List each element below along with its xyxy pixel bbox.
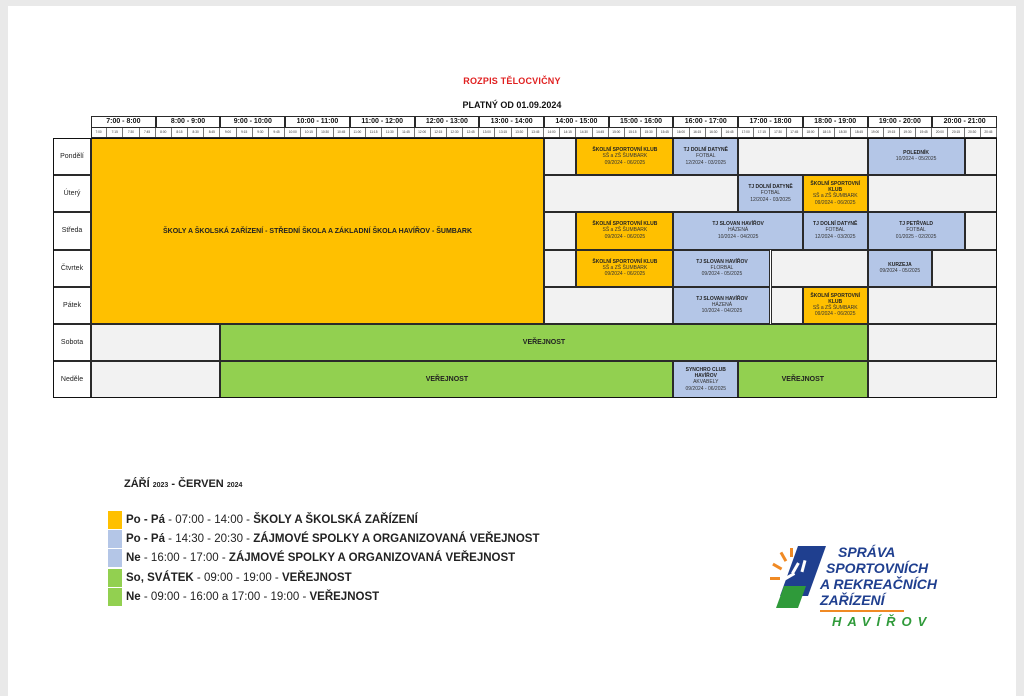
quarter-header: 17:15 (754, 128, 770, 137)
block-name: VEŘEJNOST (781, 376, 825, 384)
day-label: Úterý (53, 175, 91, 212)
quarter-header: 9:15 (237, 128, 253, 137)
quarter-header: 12:15 (431, 128, 447, 137)
quarter-header: 17:45 (787, 128, 803, 137)
quarter-header: 11:30 (382, 128, 398, 137)
legend-item (108, 588, 379, 606)
block-dates: 10/2024 - 04/2025 (717, 233, 759, 240)
legend-item (108, 549, 515, 567)
block-category: SŠ a ZŠ ŠUMBARK (812, 193, 858, 200)
quarter-header: 13:45 (528, 128, 544, 137)
legend-label: VEŘEJNOST (309, 591, 380, 603)
quarter-header: 20:30 (965, 128, 981, 137)
block-dates: 09/2024 - 06/2025 (685, 385, 727, 392)
block-dates: 09/2024 - 05/2025 (701, 271, 743, 278)
legend-days: Po - Pá (126, 514, 165, 526)
logo-line-2: SPORTOVNÍCH (826, 560, 929, 576)
block-name: SYNCHRO CLUB HAVÍŘOV (685, 367, 726, 380)
hour-header: 7:00 - 8:00 (91, 116, 156, 128)
quarter-header: 10:45 (334, 128, 350, 137)
quarter-header: 12:45 (463, 128, 479, 137)
quarter-header: 16:00 (673, 128, 689, 137)
legend-text (126, 533, 539, 545)
quarter-header: 18:30 (835, 128, 851, 137)
quarter-header: 7:30 (123, 128, 139, 137)
block-name: ŠKOLY A ŠKOLSKÁ ZAŘÍZENÍ - STŘEDNÍ ŠKOLA A ZÁKLADNÍ ŠKOLA HAVÍŘOV - ŠUMBARK (162, 227, 473, 235)
quarter-header: 15:00 (609, 128, 625, 137)
legend-text (126, 514, 418, 526)
block-name: KURZEJA (888, 261, 912, 268)
quarter-header: 8:15 (172, 128, 188, 137)
legend-time: - 16:00 - 17:00 - (140, 552, 229, 564)
quarter-header: 10:00 (285, 128, 301, 137)
table-frame (53, 138, 997, 398)
block-name: ŠKOLNÍ SPORTOVNÍ KLUB (592, 258, 658, 265)
hour-header: 8:00 - 9:00 (156, 116, 221, 128)
quarter-header: 13:15 (495, 128, 511, 137)
block-category: SŠ a ZŠ ŠUMBARK (602, 264, 648, 271)
quarter-header: 10:30 (318, 128, 334, 137)
quarter-header: 9:00 (220, 128, 236, 137)
legend-label: ŠKOLY A ŠKOLSKÁ ZAŘÍZENÍ (253, 514, 418, 526)
block-name: ŠKOLNÍ SPORTOVNÍ KLUB (810, 292, 861, 305)
day-label: Pondělí (53, 138, 91, 175)
quarter-header: 19:45 (916, 128, 932, 137)
logo-line-4: ZAŘÍZENÍ (820, 592, 885, 608)
hour-header: 19:00 - 20:00 (868, 116, 933, 128)
quarter-header: 17:30 (771, 128, 787, 137)
block-dates: 12/2024 - 03/2025 (685, 159, 727, 166)
legend-text (126, 591, 379, 603)
logo-line-3: A REKREAČNÍCH (820, 576, 937, 592)
hour-header: 13:00 - 14:00 (479, 116, 544, 128)
block-dates: 09/2024 - 06/2025 (814, 199, 856, 206)
quarter-header: 11:00 (350, 128, 366, 137)
quarter-header: 7:00 (91, 128, 107, 137)
hour-header: 20:00 - 21:00 (932, 116, 997, 128)
legend-swatch (108, 549, 122, 567)
quarter-header: 20:15 (948, 128, 964, 137)
block-dates: 09/2024 - 06/2025 (604, 271, 646, 278)
page-subtitle: PLATNÝ OD 01.09.2024 (462, 100, 562, 110)
quarter-header: 14:30 (576, 128, 592, 137)
quarter-header: 19:15 (884, 128, 900, 137)
quarter-header: 9:45 (269, 128, 285, 137)
legend-text (126, 572, 352, 584)
block-name: TJ PETŘVALD (899, 221, 933, 228)
day-label: Neděle (53, 361, 91, 398)
block-category: AKVABELY (693, 379, 719, 386)
block-name: TJ DOLNÍ DATYNĚ (683, 147, 728, 154)
logo-city: HAVÍŘOV (832, 614, 933, 629)
day-label: Sobota (53, 324, 91, 361)
quarter-header: 12:00 (415, 128, 431, 137)
block-category: FOTBAL (696, 153, 716, 160)
quarter-header: 17:00 (738, 128, 754, 137)
quarter-header: 19:30 (900, 128, 916, 137)
quarter-header: 14:00 (544, 128, 560, 137)
quarter-header: 7:15 (107, 128, 123, 137)
block-category: FLORBAL (710, 264, 734, 271)
legend-days: Ne (126, 552, 141, 564)
block-dates: 10/2024 - 05/2025 (895, 156, 937, 163)
block-category: HÁZENÁ (711, 301, 733, 308)
hour-header: 10:00 - 11:00 (285, 116, 350, 128)
quarter-header: 16:15 (690, 128, 706, 137)
legend-days: So, SVÁTEK (126, 572, 194, 584)
legend-item (108, 511, 418, 529)
block-category: SŠ a ZŠ ŠUMBARK (812, 304, 858, 311)
quarter-header: 18:15 (819, 128, 835, 137)
block-dates: 09/2024 - 06/2025 (814, 311, 856, 318)
block-name: TJ SLOVAN HAVÍŘOV (696, 258, 748, 265)
block-dates: 09/2024 - 06/2025 (604, 159, 646, 166)
block-dates: 12/2024 - 03/2025 (750, 196, 791, 203)
hour-header: 17:00 - 18:00 (738, 116, 803, 128)
hour-header: 18:00 - 19:00 (803, 116, 868, 128)
legend-item (108, 569, 352, 587)
legend-item (108, 530, 539, 548)
legend-time: - 14:30 - 20:30 - (164, 533, 254, 545)
legend-days: Ne (126, 591, 141, 603)
block-name: ŠKOLNÍ SPORTOVNÍ KLUB (592, 147, 658, 154)
quarter-header: 18:45 (851, 128, 867, 137)
block-category: SŠ a ZŠ ŠUMBARK (602, 153, 648, 160)
block-name: ŠKOLNÍ SPORTOVNÍ KLUB (810, 181, 861, 194)
quarter-header: 20:00 (932, 128, 948, 137)
hour-header: 14:00 - 15:00 (544, 116, 609, 128)
quarter-header: 8:45 (204, 128, 220, 137)
block-dates: 12/2024 - 03/2025 (814, 233, 856, 240)
legend-label: ZÁJMOVÉ SPOLKY A ORGANIZOVANÁ VEŘEJNOST (228, 552, 516, 564)
legend-swatch (108, 588, 122, 606)
hour-header: 12:00 - 13:00 (415, 116, 480, 128)
legend-time: - 09:00 - 16:00 a 17:00 - 19:00 - (140, 591, 310, 603)
block-name: TJ SLOVAN HAVÍŘOV (712, 221, 764, 228)
quarter-header: 8:30 (188, 128, 204, 137)
legend-label: ZÁJMOVÉ SPOLKY A ORGANIZOVANÁ VEŘEJNOST (253, 533, 540, 545)
quarter-header: 14:45 (593, 128, 609, 137)
logo-underline (820, 610, 904, 612)
hour-header: 16:00 - 17:00 (673, 116, 738, 128)
quarter-header: 15:45 (657, 128, 673, 137)
quarter-header: 13:00 (479, 128, 495, 137)
block-category: FOTBAL (825, 227, 845, 234)
page-title: ROZPIS TĚLOCVIČNY (463, 76, 561, 86)
quarter-header: 20:45 (981, 128, 997, 137)
legend-swatch (108, 511, 122, 529)
hour-header: 15:00 - 16:00 (609, 116, 674, 128)
block-name: TJ SLOVAN HAVÍŘOV (696, 295, 748, 302)
quarter-header: 11:15 (366, 128, 382, 137)
legend-days: Po - Pá (126, 533, 165, 545)
block-name: POLEDNÍK (903, 150, 930, 157)
quarter-header: 15:15 (625, 128, 641, 137)
day-label: Pátek (53, 287, 91, 324)
block-name: VEŘEJNOST (522, 339, 566, 347)
hour-header: 11:00 - 12:00 (350, 116, 415, 128)
quarter-header: 14:15 (560, 128, 576, 137)
quarter-header: 19:00 (868, 128, 884, 137)
block-name: TJ DOLNÍ DATYNĚ (813, 221, 858, 228)
quarter-header: 7:45 (140, 128, 156, 137)
quarter-header: 12:30 (447, 128, 463, 137)
quarter-header: 8:00 (156, 128, 172, 137)
block-category: HÁZENÁ (727, 227, 749, 234)
block-dates: 01/2025 - 02/2025 (895, 233, 937, 240)
quarter-header: 15:30 (641, 128, 657, 137)
block-name: VEŘEJNOST (425, 376, 469, 384)
quarter-header: 11:45 (398, 128, 414, 137)
legend-time: - 07:00 - 14:00 - (164, 514, 254, 526)
block-name: ŠKOLNÍ SPORTOVNÍ KLUB (592, 221, 658, 228)
quarter-header: 13:30 (512, 128, 528, 137)
quarter-header: 18:00 (803, 128, 819, 137)
block-name: TJ DOLNÍ DATYNĚ (748, 184, 793, 191)
block-category: FOTBAL (760, 190, 781, 197)
block-dates: 09/2024 - 06/2025 (604, 233, 646, 240)
quarter-header: 16:30 (706, 128, 722, 137)
quarter-header: 10:15 (301, 128, 317, 137)
legend-heading: ZÁŘÍ 2023 - ČERVEN 2024 (124, 478, 243, 490)
block-category: SŠ a ZŠ ŠUMBARK (602, 227, 648, 234)
legend-swatch (108, 530, 122, 548)
day-label: Středa (53, 212, 91, 249)
block-category: FOTBAL (906, 227, 926, 234)
day-label: Čtvrtek (53, 250, 91, 287)
legend-swatch (108, 569, 122, 587)
quarter-header: 9:30 (253, 128, 269, 137)
block-dates: 09/2024 - 05/2025 (879, 267, 921, 274)
legend-text (126, 552, 515, 564)
logo-line-1: SPRÁVA (838, 544, 896, 560)
hour-header: 9:00 - 10:00 (220, 116, 285, 128)
legend-time: - 09:00 - 19:00 - (193, 572, 282, 584)
block-dates: 10/2024 - 04/2025 (701, 308, 743, 315)
quarter-header: 16:45 (722, 128, 738, 137)
legend-label: VEŘEJNOST (281, 572, 352, 584)
